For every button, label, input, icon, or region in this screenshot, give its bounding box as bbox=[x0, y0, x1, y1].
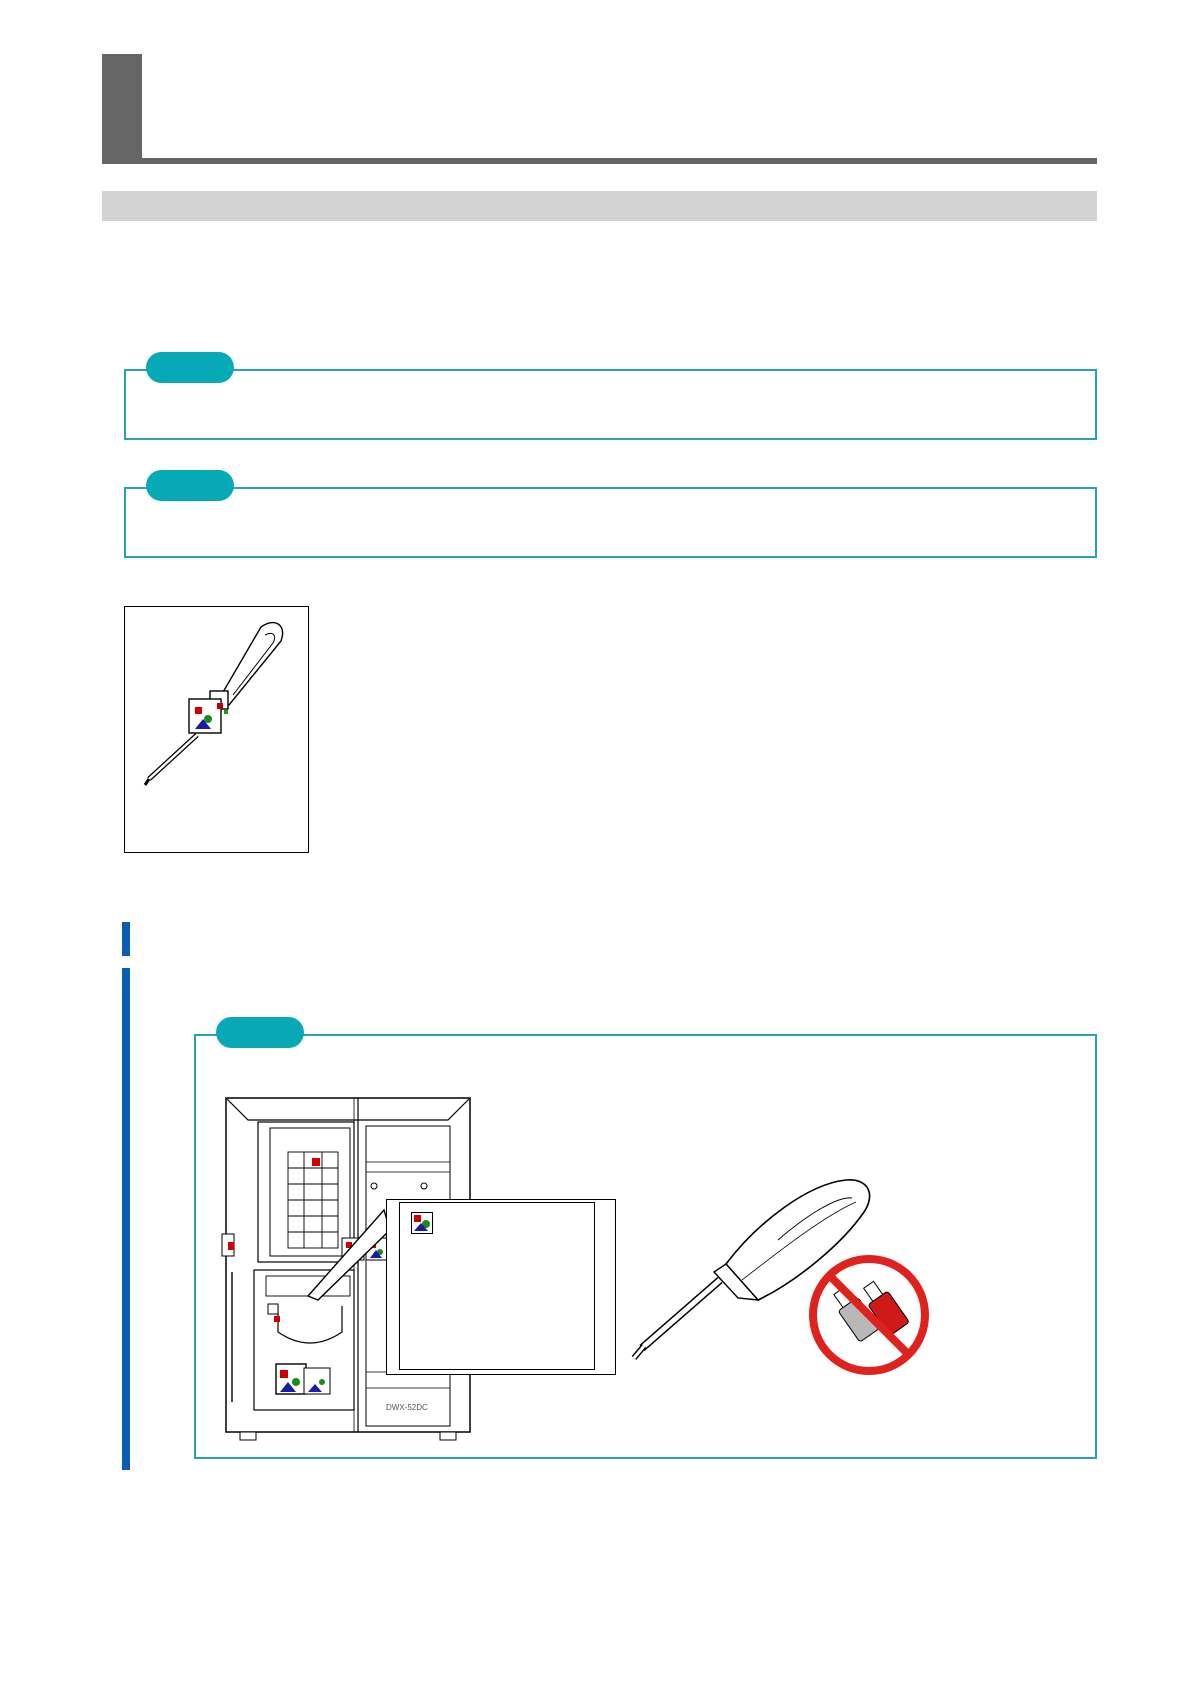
screwdriver-icon bbox=[125, 607, 307, 851]
picture-placeholder-icon bbox=[411, 1212, 433, 1234]
section-heading-bar bbox=[102, 191, 1097, 221]
note-callout-2-tab bbox=[146, 470, 234, 501]
chapter-header-block bbox=[102, 54, 142, 164]
step-marker-1 bbox=[122, 922, 130, 956]
no-symbol-icon bbox=[806, 1252, 932, 1378]
step-marker-2 bbox=[122, 968, 130, 1470]
note-callout-2 bbox=[124, 487, 1097, 558]
illustration-callout-tab bbox=[216, 1017, 304, 1048]
note-callout-1-tab bbox=[146, 352, 234, 383]
chapter-header-rule bbox=[102, 158, 1097, 164]
machine-model-label: DWX-52DC bbox=[386, 1403, 428, 1412]
screwdriver-figure bbox=[124, 606, 309, 853]
zoom-detail-box bbox=[386, 1199, 616, 1375]
note-callout-1 bbox=[124, 369, 1097, 440]
